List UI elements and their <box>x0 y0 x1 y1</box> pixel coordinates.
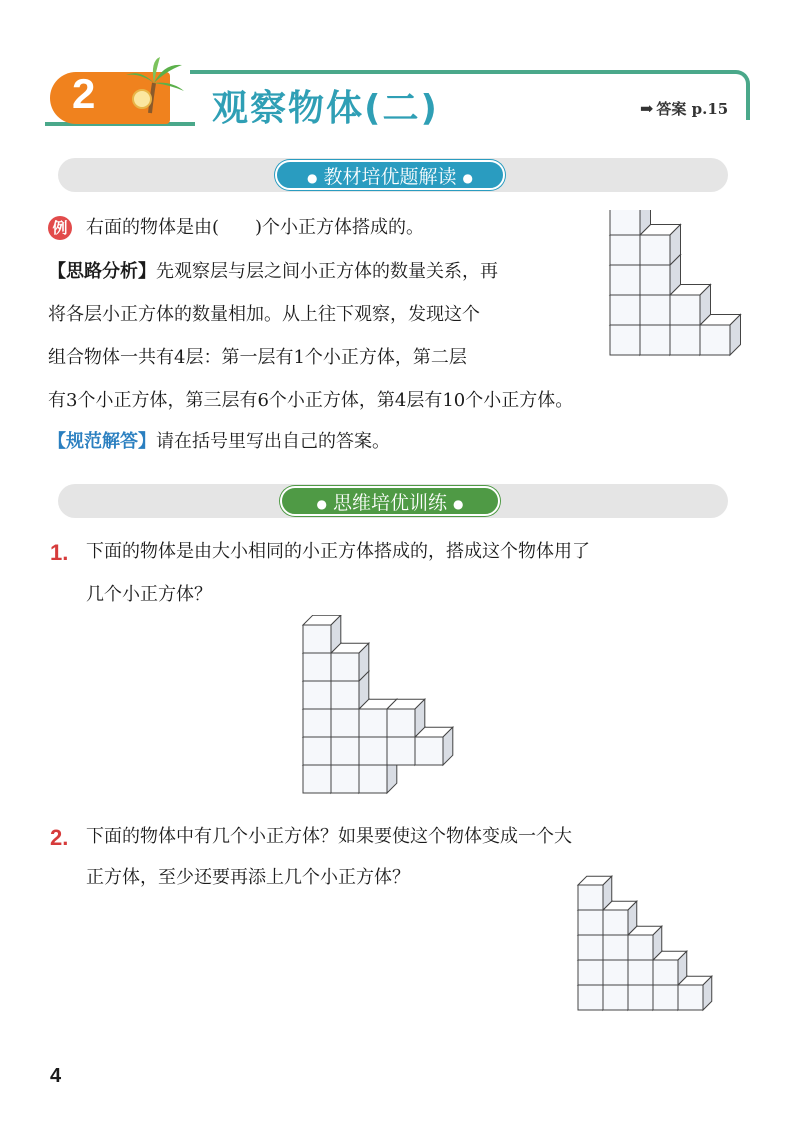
palm-tree-icon <box>120 55 190 115</box>
section-title-textbook <box>275 160 505 190</box>
answer-line <box>48 430 390 454</box>
question-1-cube-figure <box>295 615 475 795</box>
chapter-title: 观察物体(二) <box>212 88 439 129</box>
analysis-line-1 <box>48 260 498 284</box>
arrow-right-icon: ➡ <box>640 99 654 118</box>
cube <box>653 951 687 985</box>
dot-icon: ● <box>453 496 464 511</box>
answer-text: 请在括号里写出自己的答案。 <box>156 431 390 452</box>
cube <box>610 210 651 235</box>
dot-icon: ● <box>462 170 473 185</box>
question-1-line-2: 几个小正方体？ <box>86 584 212 605</box>
question-2-line-2: 正方体，至少还要再添上几个小正方体？ <box>86 867 410 888</box>
cube <box>678 976 712 1010</box>
answer-reference <box>640 98 728 119</box>
question-1-number: 1. <box>50 540 69 565</box>
section-title-training <box>280 486 500 516</box>
cube <box>670 285 711 326</box>
analysis-line-4: 有3个小正方体，第三层有6个小正方体，第4层有10个小正方体。 <box>48 390 574 411</box>
section-title-text: 思维培优训练 <box>332 492 447 514</box>
page-number: 4 <box>50 1065 62 1087</box>
chapter-number: 2 <box>72 70 96 117</box>
question-2-cube-figure <box>570 870 720 1020</box>
analysis-text: 先观察层与层之间小正方体的数量关系，再 <box>156 261 498 282</box>
section-title-text: 教材培优题解读 <box>323 166 457 188</box>
question-2-number: 2. <box>50 825 69 850</box>
cube <box>415 727 453 765</box>
analysis-line-3: 组合物体一共有4层：第一层有1个小正方体，第二层 <box>48 347 467 368</box>
cube <box>303 615 341 653</box>
example-question: 右面的物体是由( )个小正方体搭成的。 <box>86 217 425 238</box>
cube <box>387 699 425 737</box>
cube <box>640 225 681 266</box>
cube <box>578 876 612 910</box>
answer-tag: 【规范解答】 <box>48 431 156 452</box>
cube <box>628 926 662 960</box>
cube <box>700 315 741 356</box>
example-cube-figure <box>600 210 750 360</box>
question-2-line-1: 下面的物体中有几个小正方体？如果要使这个物体变成一个大 <box>86 826 572 847</box>
example-mark: 例 <box>48 216 72 240</box>
dot-icon: ● <box>307 170 318 185</box>
question-1-line-1: 下面的物体是由大小相同的小正方体搭成的，搭成这个物体用了 <box>86 541 590 562</box>
analysis-line-2: 将各层小正方体的数量相加。从上往下观察，发现这个 <box>48 304 480 325</box>
answer-reference-text: 答案 p.15 <box>656 100 729 118</box>
analysis-tag: 【思路分析】 <box>48 261 156 282</box>
cube <box>603 901 637 935</box>
cube <box>331 643 369 681</box>
dot-icon: ● <box>316 496 327 511</box>
